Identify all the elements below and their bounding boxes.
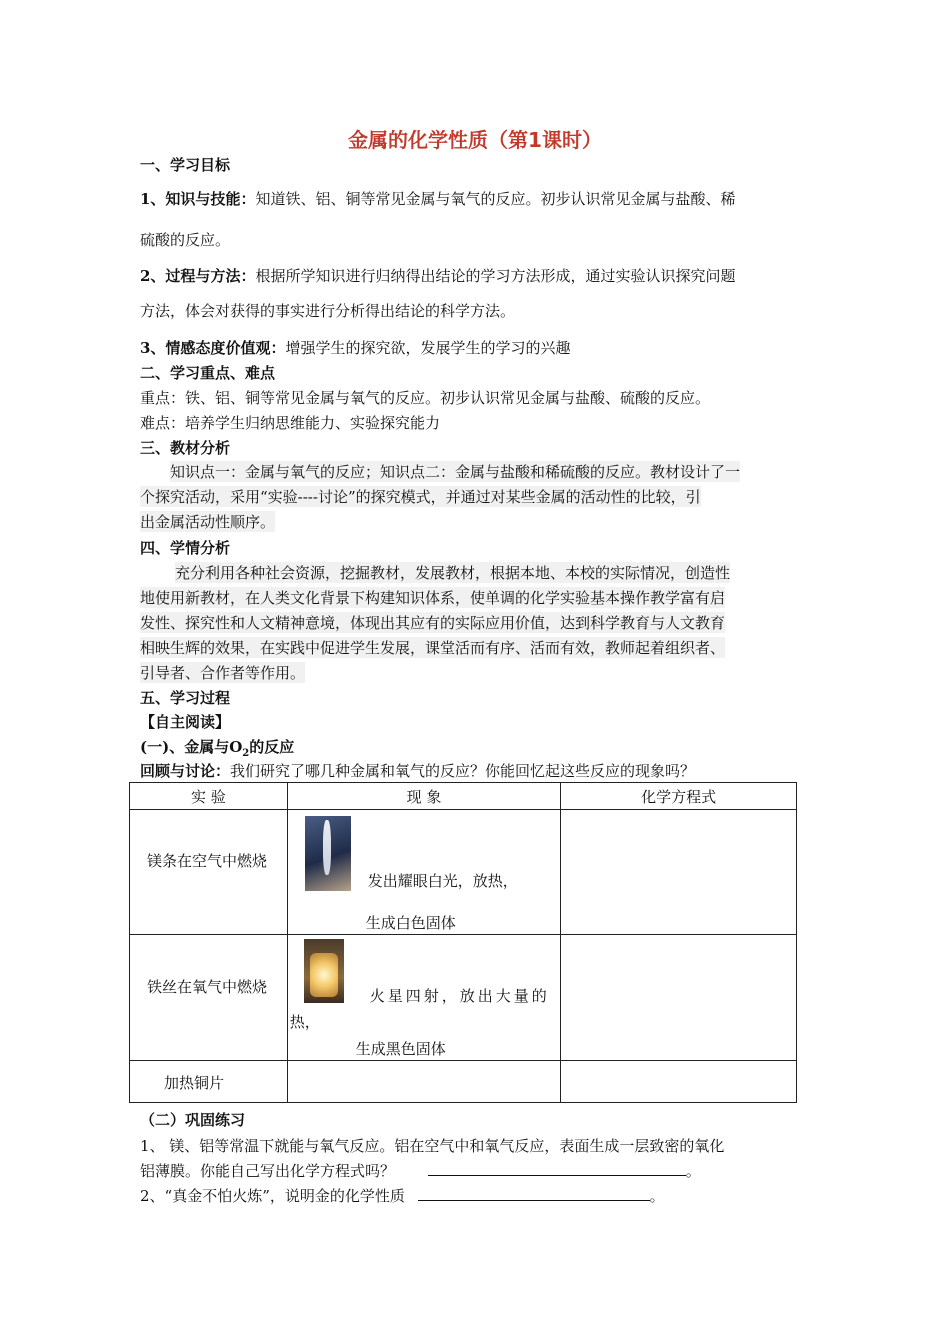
equation-cell[interactable] bbox=[561, 810, 797, 935]
objective-process bbox=[140, 265, 735, 286]
header-phenomenon: 现 象 bbox=[287, 783, 561, 810]
section-heading-textbook: 三、教材分析 bbox=[140, 439, 231, 457]
subheading-suffix: 的反应 bbox=[249, 738, 295, 756]
students-line: 发性、探究性和人文精神意境，体现出其应有的实际应用价值，达到科学教育与人文教育 bbox=[140, 614, 726, 632]
phenomenon-text: 火星四射，放出大量的 bbox=[369, 987, 550, 1005]
experiment-cell bbox=[130, 1061, 288, 1103]
section-heading-practice: （二）巩固练习 bbox=[140, 1111, 246, 1129]
table-row bbox=[130, 1061, 797, 1103]
practice-question-2 bbox=[140, 1185, 665, 1206]
question-text: 铝薄膜。你能自己写出化学方程式吗？ bbox=[140, 1162, 396, 1180]
section-heading-process: 五、学习过程 bbox=[140, 689, 231, 707]
table-header-row bbox=[130, 783, 797, 810]
phenomenon-cell[interactable] bbox=[287, 1061, 561, 1103]
objective-label: 1、知识与技能： bbox=[140, 190, 256, 208]
practice-question-1: 1、 镁、铝等常温下就能与氧气反应。铝在空气中和氧气反应，表面生成一层致密的氧化 bbox=[140, 1137, 725, 1155]
oxygen-subscript: 2 bbox=[242, 748, 250, 759]
phenomenon-text: 生成黑色固体 bbox=[355, 1040, 446, 1058]
objective-attitude bbox=[140, 337, 570, 358]
phenomenon-text: 热， bbox=[289, 1013, 320, 1031]
question-end: 。 bbox=[649, 1187, 665, 1205]
difficulty-line: 难点：培养学生归纳思维能力、实验探究能力 bbox=[140, 414, 441, 432]
objective-text: 增强学生的探究欲，发展学生的学习的兴趣 bbox=[285, 339, 571, 357]
question-end: 。 bbox=[685, 1162, 701, 1180]
students-line: 相映生辉的效果，在实践中促进学生发展，课堂活而有序、活而有效，教师起着组织者、 bbox=[140, 639, 726, 657]
objective-text: 知道铁、铝、铜等常见金属与氧气的反应。初步认识常见金属与盐酸、稀 bbox=[255, 190, 736, 208]
phenomenon-cell bbox=[287, 810, 561, 935]
answer-blank-1[interactable] bbox=[428, 1161, 686, 1176]
table-row bbox=[130, 810, 797, 935]
practice-question-1-cont bbox=[140, 1160, 701, 1181]
phenomenon-text: 发出耀眼白光，放热， bbox=[367, 872, 518, 890]
review-text: 我们研究了哪几种金属和氧气的反应？你能回忆起这些反应的现象吗？ bbox=[230, 762, 696, 780]
objective-label: 3、情感态度价值观： bbox=[140, 339, 286, 357]
subheading-prefix: (一)、金属与 bbox=[140, 738, 230, 756]
question-text: 2、“真金不怕火炼”，说明金的化学性质 bbox=[140, 1187, 405, 1205]
equation-cell[interactable] bbox=[561, 935, 797, 1061]
keypoint-line: 重点：铁、铝、铜等常见金属与氧气的反应。初步认识常见金属与盐酸、硫酸的反应。 bbox=[140, 389, 711, 407]
experiment-name: 镁条在空气中燃烧 bbox=[147, 852, 268, 870]
section-heading-objectives: 一、学习目标 bbox=[140, 156, 231, 174]
objective-label: 2、过程与方法： bbox=[140, 267, 256, 285]
objective-process-cont: 方法，体会对获得的事实进行分析得出结论的科学方法。 bbox=[140, 302, 516, 320]
phenomenon-text: 生成白色固体 bbox=[365, 914, 456, 932]
phenomenon-cell bbox=[287, 935, 561, 1061]
students-line: 充分利用各种社会资源，挖掘教材，发展教材，根据本地、本校的实际情况，创造性 bbox=[175, 564, 731, 582]
objective-knowledge bbox=[140, 188, 735, 209]
section-heading-students: 四、学情分析 bbox=[140, 539, 231, 557]
objective-knowledge-cont: 硫酸的反应。 bbox=[140, 231, 231, 249]
experiment-cell bbox=[130, 810, 288, 935]
students-line: 地使用新教材，在人类文化背景下构建知识体系，使单调的化学实验基本操作教学富有启 bbox=[140, 589, 726, 607]
answer-blank-2[interactable] bbox=[418, 1186, 650, 1201]
equation-cell[interactable] bbox=[561, 1061, 797, 1103]
experiment-table bbox=[129, 782, 797, 1103]
subheading-reading: 【自主阅读】 bbox=[140, 713, 231, 731]
table-row bbox=[130, 935, 797, 1061]
textbook-line: 个探究活动，采用“实验----讨论”的探究模式，并通过对某些金属的活动性的比较，引 bbox=[140, 488, 701, 506]
students-line: 引导者、合作者等作用。 bbox=[140, 664, 306, 682]
subheading-metal-oxygen bbox=[140, 736, 294, 759]
page-title: 金属的化学性质（第1课时） bbox=[348, 128, 602, 152]
experiment-name: 加热铜片 bbox=[164, 1074, 225, 1092]
review-discussion bbox=[140, 760, 695, 781]
magnesium-burning-image bbox=[305, 816, 351, 891]
objective-text: 根据所学知识进行归纳得出结论的学习方法形成，通过实验认识探究问题 bbox=[255, 267, 736, 285]
section-heading-keypoints: 二、学习重点、难点 bbox=[140, 364, 276, 382]
experiment-name: 铁丝在氧气中燃烧 bbox=[147, 978, 268, 996]
oxygen-symbol: O bbox=[229, 738, 243, 756]
header-experiment: 实 验 bbox=[130, 783, 288, 810]
review-label: 回顾与讨论： bbox=[140, 762, 231, 780]
textbook-line: 知识点一：金属与氧气的反应；知识点二：金属与盐酸和稀硫酸的反应。教材设计了一 bbox=[170, 463, 741, 481]
iron-burning-image bbox=[304, 939, 344, 1003]
textbook-line: 出金属活动性顺序。 bbox=[140, 513, 276, 531]
experiment-cell bbox=[130, 935, 288, 1061]
header-equation: 化学方程式 bbox=[561, 783, 797, 810]
